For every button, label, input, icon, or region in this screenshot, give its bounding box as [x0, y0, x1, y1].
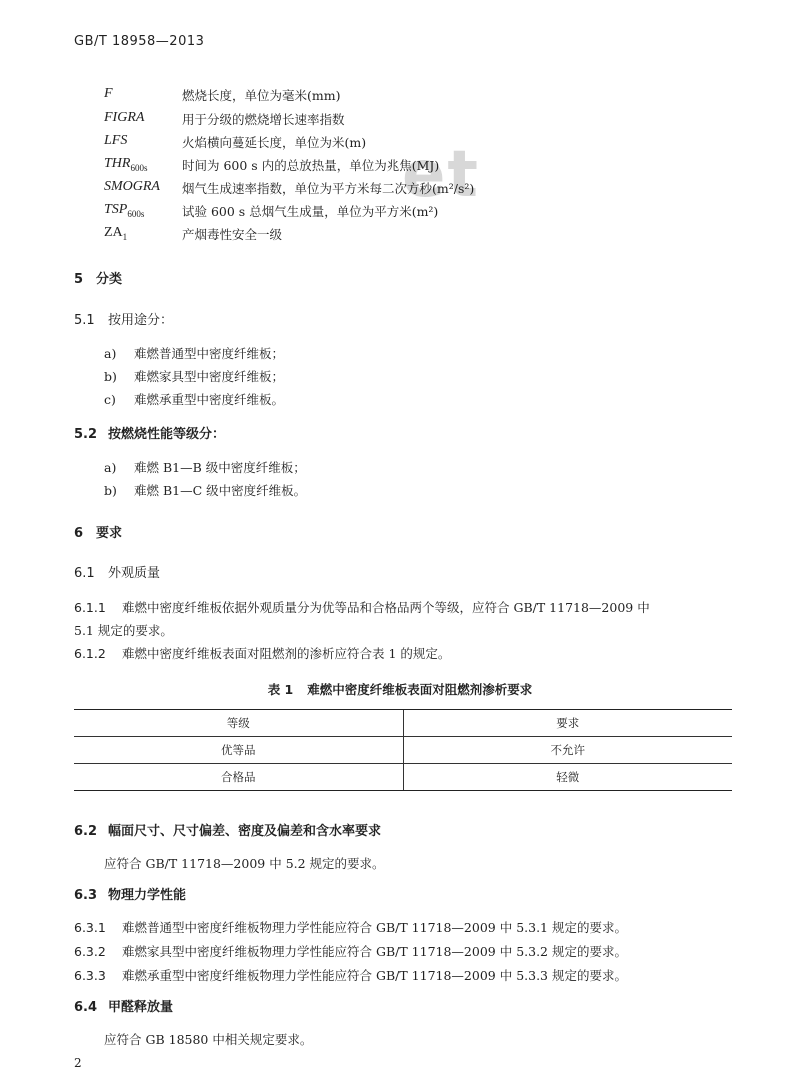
standard-code-header: GB/T 18958—2013 — [74, 34, 205, 49]
section-heading: 6 要求 — [74, 526, 123, 541]
list-item: b) 难燃 B1—C 级中密度纤维板。 — [104, 483, 307, 498]
table-row — [74, 764, 732, 790]
table-cell: 合格品 — [221, 770, 256, 784]
symbol-term: F — [104, 86, 113, 101]
clause-text: 6.1.2 难燃中密度纤维板表面对阻燃剂的渗析应符合表 1 的规定。 — [74, 646, 451, 661]
symbol-definition: 试验 600 s 总烟气生成量，单位为平方米(m²) — [182, 204, 439, 219]
table-header-cell: 要求 — [403, 710, 733, 736]
section-heading: 5 分类 — [74, 272, 123, 287]
subsection-heading: 6.2 幅面尺寸、尺寸偏差、密度及偏差和含水率要求 — [74, 824, 382, 839]
page-number: 2 — [74, 1056, 82, 1070]
clause-text-continuation: 5.1 规定的要求。 — [74, 623, 173, 638]
subsection-heading: 6.4 甲醛释放量 — [74, 1000, 174, 1015]
table-caption: 表 1 难燃中密度纤维板表面对阻燃剂渗析要求 — [267, 682, 533, 697]
symbol-definition: 燃烧长度，单位为毫米(mm) — [182, 88, 341, 103]
symbol-term: $THR_{600s}$ — [104, 156, 148, 173]
clause-text: 6.3.2 难燃家具型中密度纤维板物理力学性能应符合 GB/T 11718—2009 中 5.3.2 规定的要求。 — [74, 944, 627, 959]
symbol-definition: 用于分级的燃烧增长速率指数 — [182, 112, 345, 127]
table-row — [74, 737, 732, 764]
list-item: c) 难燃承重型中密度纤维板。 — [104, 392, 285, 407]
clause-text: 应符合 GB 18580 中相关规定要求。 — [104, 1032, 313, 1047]
clause-text: 6.1.1 难燃中密度纤维板依据外观质量分为优等品和合格品两个等级，应符合 GB/T 11718—2009 中 — [74, 600, 650, 615]
table-header-row — [74, 710, 732, 737]
subsection-heading: 5.1 按用途分： — [74, 313, 174, 328]
symbol-definition: 产烟毒性安全一级 — [182, 227, 283, 242]
table-cell: 不允许 — [403, 737, 733, 763]
subsection-heading: 5.2 按燃烧性能等级分： — [74, 427, 226, 442]
symbol-term: $ZA_1$ — [104, 225, 128, 242]
symbol-term: SMOGRA — [104, 179, 160, 194]
symbol-definition: 烟气生成速率指数，单位为平方米每二次方秒(m²/s²) — [182, 181, 475, 196]
symbol-term: FIGRA — [104, 110, 145, 125]
requirements-table — [74, 709, 732, 791]
clause-text: 6.3.3 难燃承重型中密度纤维板物理力学性能应符合 GB/T 11718—2009 中 5.3.3 规定的要求。 — [74, 968, 627, 983]
list-item: b) 难燃家具型中密度纤维板； — [104, 369, 285, 384]
watermark-text: et — [402, 138, 480, 212]
table-header-cell: 等级 — [226, 716, 250, 730]
symbol-term: $TSP_{600s}$ — [104, 202, 145, 219]
table-cell: 优等品 — [221, 743, 256, 757]
list-item: a) 难燃普通型中密度纤维板； — [104, 346, 285, 361]
table-cell: 轻微 — [403, 764, 733, 790]
subsection-heading: 6.1 外观质量 — [74, 566, 161, 581]
symbol-definition: 火焰横向蔓延长度，单位为米(m) — [182, 135, 367, 150]
symbol-definition: 时间为 600 s 内的总放热量，单位为兆焦(MJ) — [182, 158, 440, 173]
subsection-heading: 6.3 物理力学性能 — [74, 888, 187, 903]
symbol-term: LFS — [104, 133, 128, 148]
clause-text: 6.3.1 难燃普通型中密度纤维板物理力学性能应符合 GB/T 11718—2009 中 5.3.1 规定的要求。 — [74, 920, 627, 935]
list-item: a) 难燃 B1—B 级中密度纤维板； — [104, 460, 306, 475]
clause-text: 应符合 GB/T 11718—2009 中 5.2 规定的要求。 — [104, 856, 385, 871]
